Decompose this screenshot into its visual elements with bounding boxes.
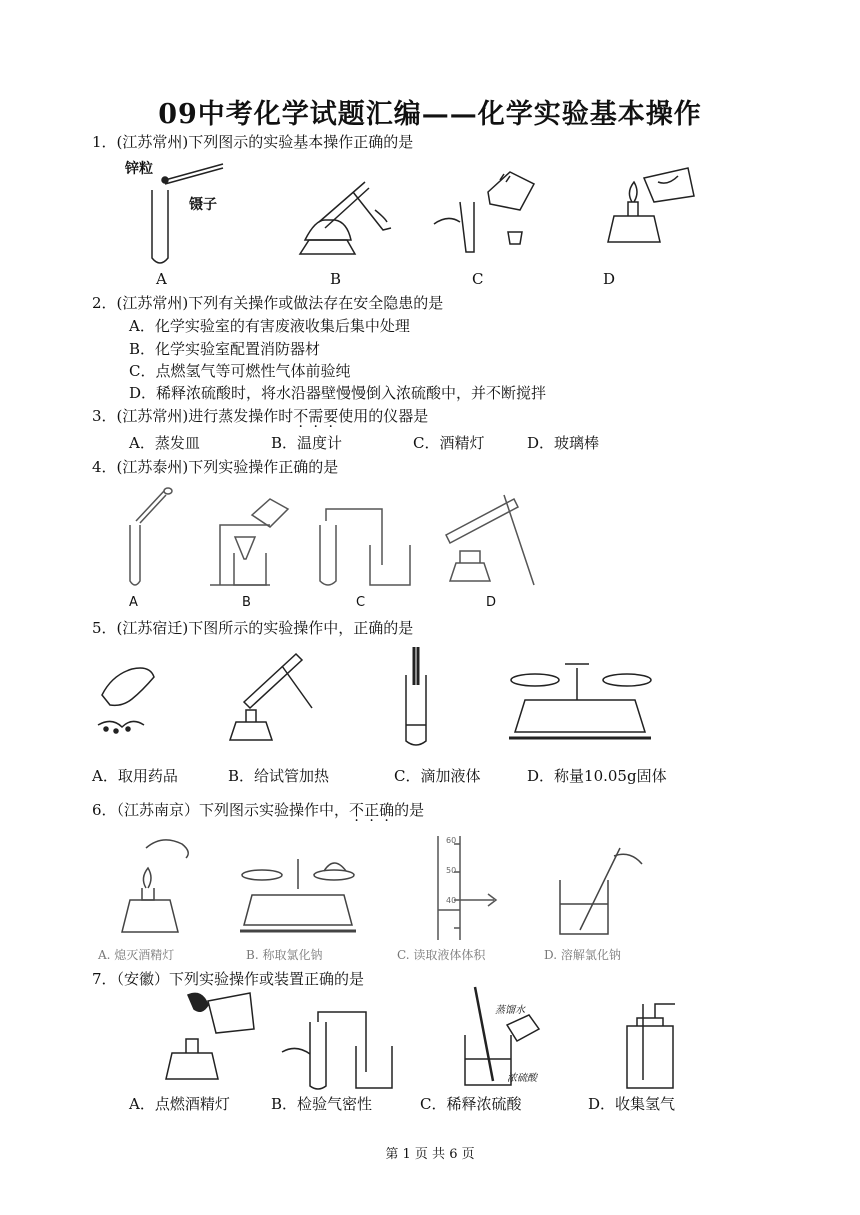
q6-figure-b (238, 855, 358, 935)
q4-figures (120, 485, 540, 593)
heating-test-tube-icon (220, 648, 320, 748)
dropper-into-tube-icon (392, 645, 442, 750)
q2-option-c: C．点燃氢气等可燃性气体前验纯 (129, 362, 351, 380)
q6-figure-d (550, 840, 650, 940)
page-title: 09中考化学试题汇编——化学实验基本操作 (158, 99, 702, 130)
balance-scale-icon (505, 660, 655, 742)
q5-figure-b (220, 648, 320, 748)
q3-option-c: C．酒精灯 (413, 434, 485, 452)
question-4-stem: 4．(江苏泰州)下列实验操作正确的是 (92, 458, 339, 476)
concentrated-acid-label: 浓硫酸 (507, 1073, 537, 1084)
q6-stem-prefix: 6．（江苏南京）下列图示实验操作中， (92, 801, 350, 819)
q6-emphasis-3: 确 (379, 801, 395, 819)
question-1-stem: 1．(江苏常州)下列图示的实验基本操作正确的是 (92, 133, 414, 151)
q1-figure-b (295, 170, 395, 262)
q6-option-c: C. 读取液体体积 (397, 948, 486, 962)
q4-option-a: A (129, 595, 138, 610)
q1-figure-a (125, 158, 235, 268)
q1-figure-d (598, 158, 698, 250)
question-5-stem: 5．(江苏宿迁)下图所示的实验操作中，正确的是 (92, 619, 414, 637)
heating-test-tube-icon (295, 170, 395, 262)
q7-option-b: B．检验气密性 (271, 1095, 373, 1113)
q2-option-a: A．化学实验室的有害废液收集后集中处理 (129, 317, 410, 335)
q3-option-b: B．温度计 (271, 434, 343, 452)
q6-stem-suffix: 的是 (394, 801, 425, 819)
q7-option-d: D．收集氢气 (588, 1095, 676, 1113)
q4-option-d: D (486, 595, 497, 610)
airtightness-test-icon (280, 1008, 400, 1090)
q2-option-d: D．稀释浓硫酸时，将水沿器壁慢慢倒入浓硫酸中，并不断搅拌 (129, 384, 547, 402)
q7-figure-c (455, 985, 545, 1090)
q1-option-b: B (330, 270, 342, 288)
page-footer: 第 1 页 共 6 页 (385, 1147, 475, 1162)
question-3-stem (92, 405, 428, 426)
tweezers-label: 镊子 (189, 197, 217, 213)
q6-figure-c (420, 832, 520, 942)
hand-taking-powder-icon (92, 655, 162, 735)
q7-figure-a (158, 985, 258, 1085)
q3-emphasis-1: 不 (293, 407, 309, 425)
balance-with-salt-icon (238, 855, 358, 935)
alcohol-lamp-lighting-icon (598, 158, 698, 250)
q4-lab-apparatus-icon (120, 485, 540, 593)
q6-emphasis-1: 不 (349, 801, 365, 819)
q3-option-a: A．蒸发皿 (129, 434, 200, 452)
q5-figure-d (505, 660, 655, 742)
q5-option-c: C．滴加液体 (394, 767, 481, 785)
blowing-out-lamp-icon (112, 828, 202, 938)
q6-option-d: D. 溶解氯化钠 (544, 948, 621, 962)
q7-option-c: C．稀释浓硫酸 (420, 1095, 522, 1113)
graduated-cylinder-icon (420, 832, 520, 942)
lighting-lamp-with-lamp-icon (158, 985, 258, 1085)
gas-collecting-bottle-icon (615, 1000, 685, 1092)
q1-figure-c (430, 160, 550, 260)
q5-option-d: D．称量10.05g固体 (527, 767, 667, 785)
q5-option-b: B．给试管加热 (228, 767, 330, 785)
q3-stem-prefix: 3．(江苏常州)进行蒸发操作时 (92, 407, 294, 425)
cylinder-mark-50: 50 (446, 866, 457, 875)
q6-option-b: B. 称取氯化钠 (246, 948, 323, 962)
question-2-stem: 2．(江苏常州)下列有关操作或做法存在安全隐患的是 (92, 294, 444, 312)
q1-option-a: A (156, 270, 167, 288)
cylinder-mark-60: 60 (446, 836, 457, 845)
distilled-water-label: 蒸馏水 (495, 1005, 525, 1016)
stirring-solution-icon (550, 840, 650, 940)
q3-stem-suffix: 使用的仪器是 (338, 407, 429, 425)
pouring-liquid-icon (430, 160, 550, 260)
q3-emphasis-3: 要 (323, 407, 339, 425)
cylinder-mark-40: 40 (446, 896, 457, 905)
q4-option-c: C (356, 595, 366, 610)
q7-figure-b (280, 1008, 400, 1090)
q5-figure-c (392, 645, 442, 750)
q3-emphasis-2: 需 (308, 407, 324, 425)
q2-option-b: B．化学实验室配置消防器材 (129, 340, 321, 358)
q7-figure-d (615, 1000, 685, 1092)
q5-figure-a (92, 655, 162, 735)
question-7-stem: 7．（安徽）下列实验操作或装置正确的是 (92, 970, 365, 988)
zinc-label: 锌粒 (125, 161, 153, 177)
q5-option-a: A．取用药品 (92, 767, 178, 785)
question-6-stem (92, 799, 424, 820)
q3-option-d: D．玻璃棒 (527, 434, 600, 452)
q6-option-a: A. 熄灭酒精灯 (98, 948, 175, 962)
q6-figure-a (112, 828, 202, 938)
q4-option-b: B (242, 595, 251, 610)
q6-emphasis-2: 正 (364, 801, 380, 819)
q1-option-c: C (472, 270, 484, 288)
q7-option-a: A．点燃酒精灯 (129, 1095, 230, 1113)
q1-option-d: D (603, 270, 616, 288)
